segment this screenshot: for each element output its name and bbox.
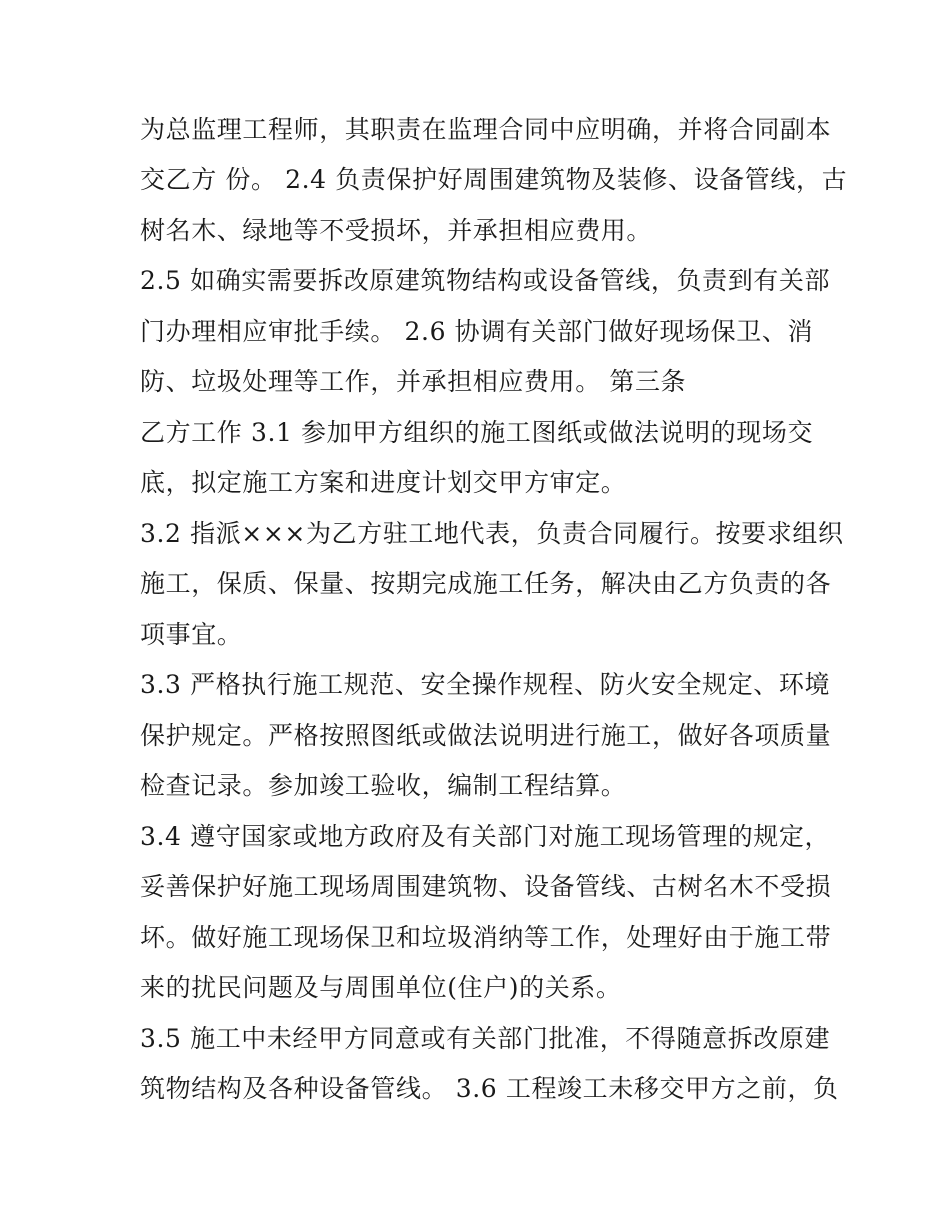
text-line: 3.5 施工中未经甲方同意或有关部门批准，不得随意拆改原建: [140, 1024, 831, 1053]
text-line: 交乙方 份。 2.4 负责保护好周围建筑物及装修、设备管线，古: [140, 165, 848, 194]
text-line: 施工，保质、保量、按期完成施工任务，解决由乙方负责的各: [140, 569, 832, 598]
text-line: 来的扰民问题及与周围单位(住户)的关系。: [140, 973, 622, 1002]
text-line: 门办理相应审批手续。 2.6 协调有关部门做好现场保卫、消: [140, 317, 814, 346]
text-line: 坏。做好施工现场保卫和垃圾消纳等工作，处理好由于施工带: [140, 923, 832, 952]
text-line: 3.4 遵守国家或地方政府及有关部门对施工现场管理的规定，: [140, 822, 831, 851]
text-line: 为总监理工程师，其职责在监理合同中应明确，并将合同副本: [140, 115, 832, 144]
text-line: 防、垃圾处理等工作，并承担相应费用。 第三条: [140, 367, 687, 396]
text-line: 3.3 严格执行施工规范、安全操作规程、防火安全规定、环境: [140, 670, 831, 699]
text-line: 妥善保护好施工现场周围建筑物、设备管线、古树名木不受损: [140, 872, 832, 901]
text-line: 项事宜。: [140, 620, 243, 649]
text-line: 保护规定。严格按照图纸或做法说明进行施工，做好各项质量: [140, 721, 832, 750]
text-line: 乙方工作 3.1 参加甲方组织的施工图纸或做法说明的现场交: [140, 418, 814, 447]
text-line: 底，拟定施工方案和进度计划交甲方审定。: [140, 468, 627, 497]
text-line: 树名木、绿地等不受损坏，并承担相应费用。: [140, 216, 653, 245]
text-line: 筑物结构及各种设备管线。 3.6 工程竣工未移交甲方之前，负: [140, 1074, 839, 1103]
text-line: 检查记录。参加竣工验收，编制工程结算。: [140, 771, 627, 800]
text-line: 3.2 指派×××为乙方驻工地代表，负责合同履行。按要求组织: [140, 519, 844, 548]
text-line: 2.5 如确实需要拆改原建筑物结构或设备管线，负责到有关部: [140, 266, 831, 295]
